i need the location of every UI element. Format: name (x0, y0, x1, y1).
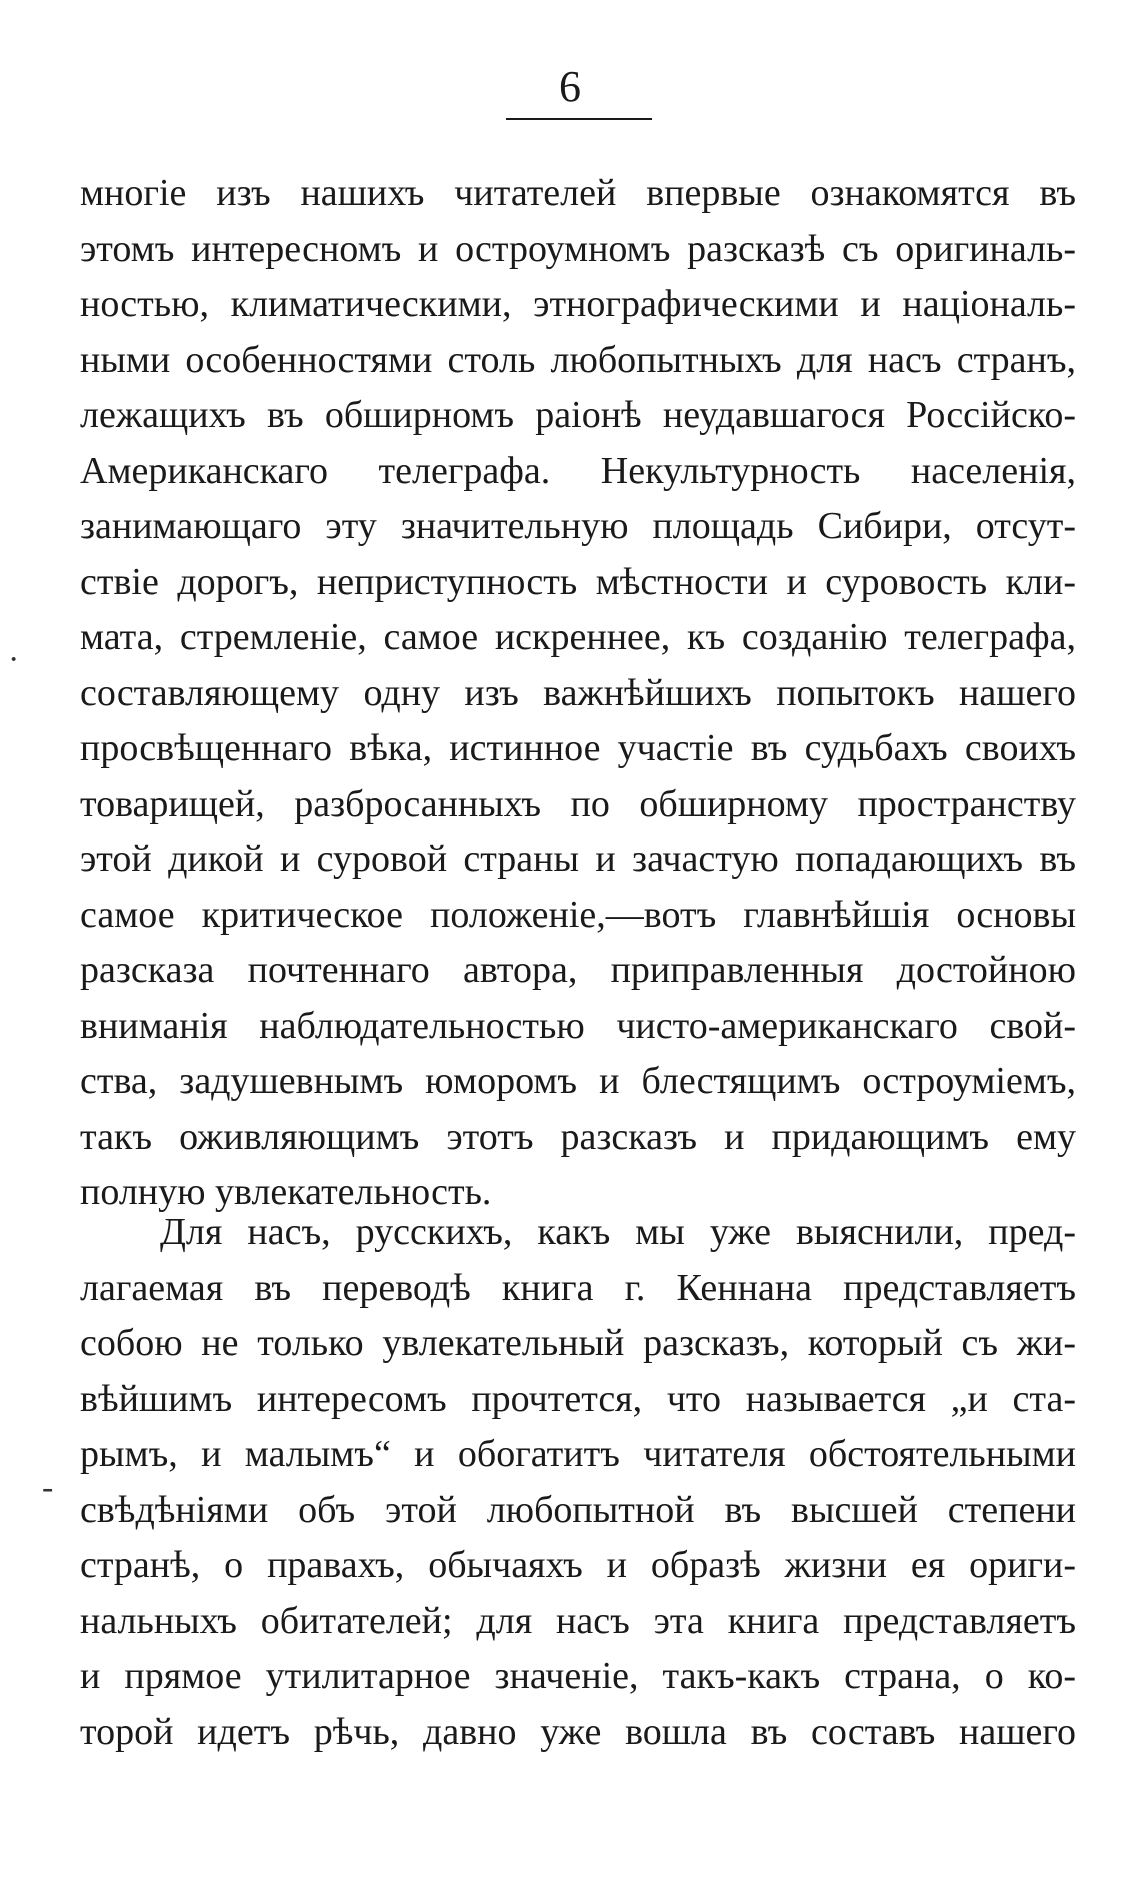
text-line: такъ оживляющимъ этотъ разсказъ и придающимъ ему (80, 1115, 1076, 1158)
text-line: странѣ, о правахъ, обычаяхъ и образѣ жизни ея ориги- (80, 1544, 1076, 1586)
text-line: свѣдѣніями объ этой любопытной въ высшей степени (80, 1488, 1076, 1531)
text-line: ствіе дорогъ, неприступность мѣстности и суровость кли- (80, 560, 1076, 603)
text-line: лежащихъ въ обширномъ раіонѣ неудавшагося Россійско- (80, 394, 1076, 436)
text-line: разсказа почтеннаго автора, приправленныя достойною (80, 949, 1076, 991)
text-line: нальныхъ обитателей; для насъ эта книга представляетъ (80, 1599, 1076, 1642)
text-line: ностью, климатическими, этнографическими и національ- (80, 283, 1076, 325)
page-number-rule (506, 118, 652, 120)
text-line: рымъ, и малымъ“ и обогатитъ читателя обстоятельными (80, 1433, 1076, 1475)
text-line: ства, задушевнымъ юморомъ и блестящимъ остроуміемъ, (80, 1060, 1076, 1102)
margin-dash-mark: - (42, 1469, 54, 1506)
text-line: Для насъ, русскихъ, какъ мы уже выяснили, пред- (160, 1211, 1076, 1253)
text-line: мата, стремленіе, самое искреннее, къ созданію телеграфа, (80, 616, 1076, 658)
text-line: этой дикой и суровой страны и зачастую попадающихъ въ (80, 838, 1076, 880)
text-line: самое критическое положеніе,—вотъ главнѣйшія основы (80, 893, 1076, 936)
text-line: торой идетъ рѣчь, давно уже вошла въ составъ нашего (80, 1710, 1076, 1753)
text-line: ными особенностями столь любопытныхъ для насъ странъ, (80, 338, 1076, 381)
text-line: товарищей, разбросанныхъ по обширному пространству (80, 782, 1076, 825)
page-number: 6 (559, 62, 581, 111)
text-line: вѣйшимъ интересомъ прочтется, что называется „и ста- (80, 1377, 1076, 1420)
text-line: просвѣщеннаго вѣка, истинное участіе въ судьбахъ своихъ (80, 727, 1076, 769)
text-line: Американскаго телеграфа. Некультурность населенія, (80, 449, 1076, 492)
text-line: и прямое утилитарное значеніе, такъ-какъ страна, о ко- (80, 1655, 1076, 1697)
text-line: многіе изъ нашихъ читателей впервые ознакомятся въ (80, 172, 1076, 214)
text-line: составляющему одну изъ важнѣйшихъ попытокъ нашего (80, 671, 1076, 714)
text-line: этомъ интересномъ и остроумномъ разсказѣ съ оригиналь- (80, 227, 1076, 270)
text-line: вниманія наблюдательностью чисто-американскаго свой- (80, 1004, 1076, 1047)
paragraph-1 (80, 166, 1076, 1221)
text-line: полную увлекательность. (80, 1171, 492, 1213)
text-line: собою не только увлекательный разсказъ, который съ жи- (80, 1322, 1076, 1364)
text-line: лагаемая въ переводѣ книга г. Кеннана представляетъ (80, 1266, 1076, 1309)
margin-dot-mark: · (8, 641, 20, 678)
text-line: занимающаго эту значительную площадь Сибири, отсут- (80, 505, 1076, 547)
paragraph-2 (80, 1205, 1076, 1760)
